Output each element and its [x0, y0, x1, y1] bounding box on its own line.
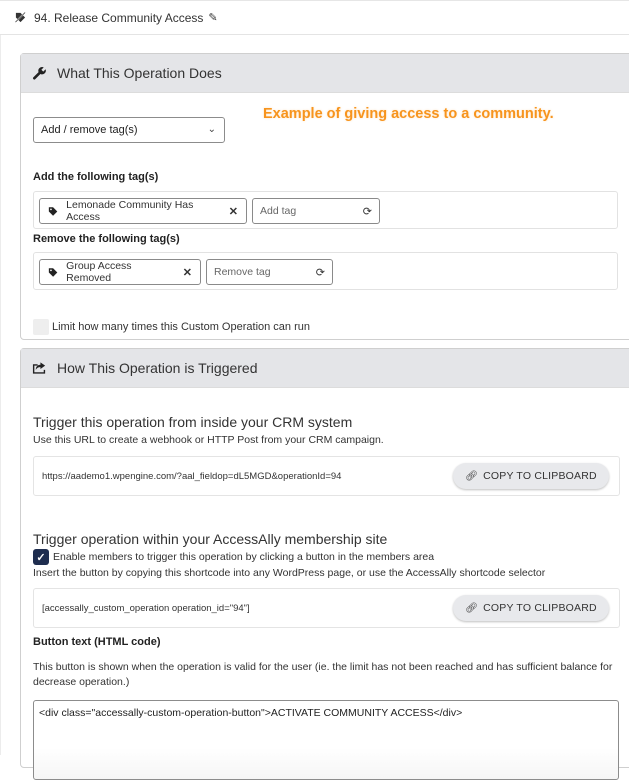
link-icon: 🔗︎ [465, 470, 479, 482]
copy-shortcode-button[interactable] [453, 595, 609, 621]
container-border [0, 35, 1, 755]
button-text-label: Button text (HTML code) [33, 636, 161, 648]
tag-icon [48, 267, 58, 278]
placeholder: Add tag [260, 205, 297, 217]
limit-runs-checkbox[interactable] [33, 319, 49, 335]
panel-header[interactable] [21, 349, 629, 388]
limit-runs-option[interactable] [33, 319, 310, 335]
crm-trigger-desc: Use this URL to create a webhook or HTTP Post from your CRM campaign. [33, 434, 384, 446]
tag-chip [39, 198, 247, 224]
tag-slash-icon [15, 12, 26, 23]
site-trigger-title: Trigger operation within your AccessAlly membership site [33, 531, 388, 547]
add-tags-field[interactable] [33, 191, 618, 229]
webhook-url[interactable]: https://aademo1.wpengine.com/?aal_fieldop=dL5MGD&operationId=94 [42, 470, 342, 482]
refresh-icon[interactable]: ⟳ [315, 267, 325, 279]
select-value: Add / remove tag(s) [41, 124, 138, 136]
chevron-down-icon: ⌄ [207, 124, 216, 135]
refresh-icon[interactable]: ⟳ [362, 206, 372, 218]
copy-label: COPY TO CLIPBOARD [483, 602, 597, 614]
panel-title: What This Operation Does [57, 65, 222, 81]
button-html-textarea[interactable]: <div class="accessally-custom-operation-button">ACTIVATE COMMUNITY ACCESS</div> [33, 700, 619, 780]
example-note: Example of giving access to a community. [263, 106, 554, 122]
enable-members-option[interactable] [33, 549, 434, 565]
enable-members-label: Enable members to trigger this operation by clicking a button in the members area [53, 551, 435, 563]
tag-chip [39, 259, 201, 285]
link-icon: 🔗︎ [465, 602, 479, 614]
add-tags-label: Add the following tag(s) [33, 171, 159, 183]
shortcode-desc: Insert the button by copying this shortcode into any WordPress page, or use the AccessAlly shortcode selector [33, 567, 546, 579]
remove-tag-icon[interactable]: ✕ [182, 266, 192, 279]
pencil-icon[interactable]: ✎ [208, 12, 218, 24]
panel-header[interactable] [21, 54, 629, 93]
tag-label: Lemonade Community Has Access [66, 199, 194, 223]
operation-title: 94. Release Community Access [34, 10, 204, 25]
webhook-url-box[interactable] [33, 456, 620, 496]
add-tag-input[interactable] [252, 198, 380, 224]
remove-tags-label: Remove the following tag(s) [33, 233, 180, 245]
copy-label: COPY TO CLIPBOARD [483, 470, 597, 482]
action-type-select[interactable] [33, 117, 225, 143]
button-text-desc: This button is shown when the operation is valid for the user (ie. the limit has not been reached and has sufficient balance for decrease operation.) [33, 661, 613, 688]
tag-icon [48, 206, 58, 217]
remove-tag-icon[interactable]: ✕ [228, 205, 238, 218]
panel-title: How This Operation is Triggered [57, 360, 258, 376]
shortcode-box[interactable] [33, 588, 620, 628]
tag-label: Group Access Removed [66, 260, 132, 284]
limit-runs-label: Limit how many times this Custom Operation can run [52, 321, 310, 333]
operation-header [0, 0, 629, 35]
crm-trigger-title: Trigger this operation from inside your CRM system [33, 414, 353, 430]
wrench-icon [31, 65, 47, 81]
what-operation-does-panel [20, 53, 629, 340]
remove-tags-field[interactable] [33, 252, 618, 290]
copy-url-button[interactable] [453, 463, 609, 489]
remove-tag-input[interactable] [206, 259, 333, 285]
how-triggered-panel [20, 348, 629, 768]
placeholder: Remove tag [214, 266, 271, 278]
shortcode-text[interactable]: [accessally_custom_operation operation_id="94"] [42, 602, 250, 614]
share-icon [31, 360, 47, 376]
enable-members-checkbox[interactable]: ✓ [33, 549, 49, 565]
